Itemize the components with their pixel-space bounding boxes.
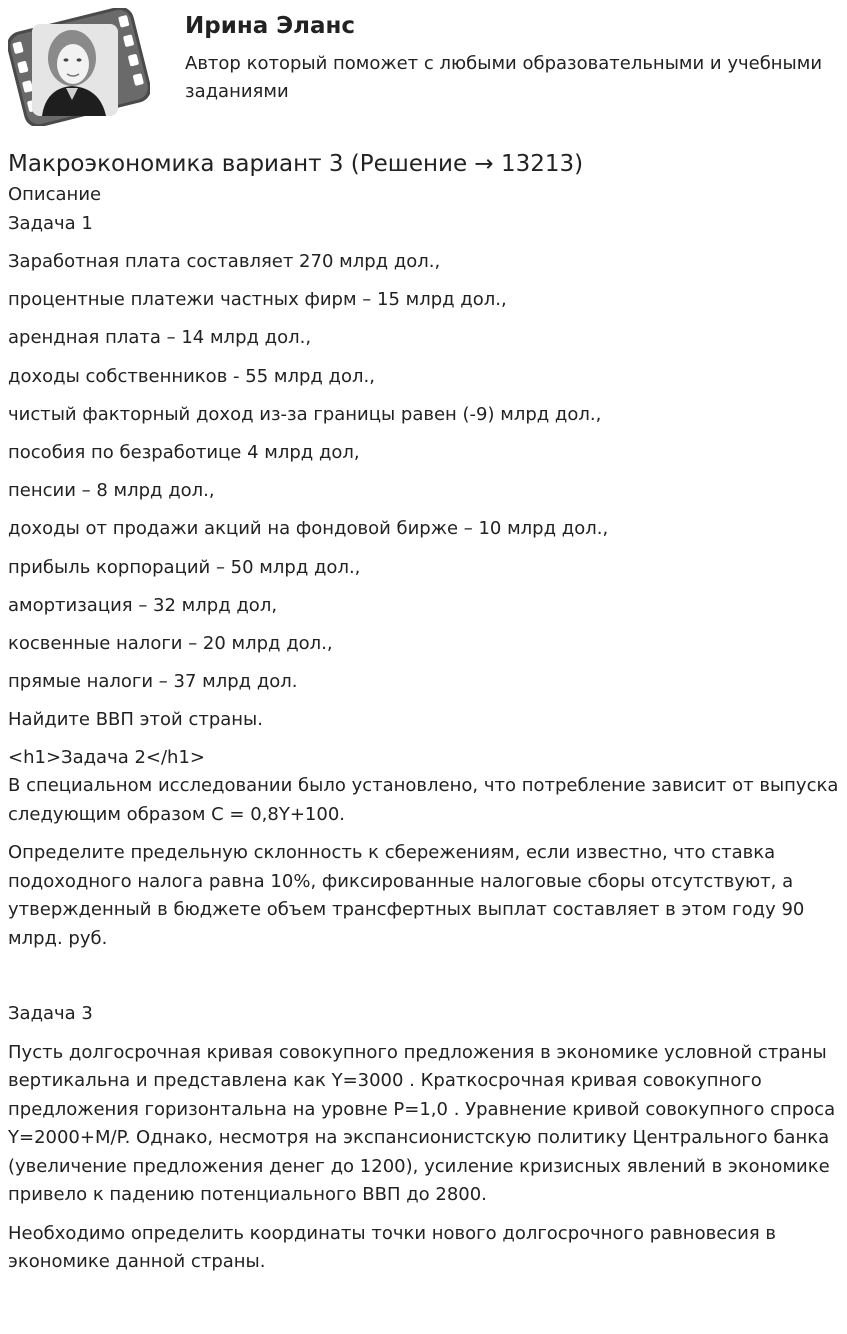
author-description: Автор который поможет с любыми образовательными и учебными заданиями <box>185 53 823 102</box>
document-content <box>8 148 840 1277</box>
author-header <box>0 0 847 130</box>
task1-line: амортизация – 32 млрд дол, <box>8 594 278 616</box>
task1-line: доходы от продажи акций на фондовой бирже – 10 млрд дол., <box>8 518 609 540</box>
document-title: Макроэкономика вариант 3 (Решение → 13213) <box>8 151 584 177</box>
task1-heading: Задача 1 <box>8 212 93 234</box>
task1-list <box>8 248 840 735</box>
task3-paragraph: Пусть долгосрочная кривая совокупного предложения в экономике условной страны вертикальна и представлена как Y=3000 . Краткосрочная кривая совокупного предложения горизонтальна на уровне P=1,0 . Уравнение кривой совокупного спроса Y=2000+M/P. Однако, несмотря на экспансионистскую политику Центрального банка (увеличение предложения денег до 1200), усиление кризисных явлений в экономике привело к падению потенциального ВВП до 2800. <box>8 1041 836 1206</box>
task1-line: прибыль корпораций – 50 млрд дол., <box>8 556 361 578</box>
task1-line: доходы собственников - 55 млрд дол., <box>8 365 375 387</box>
task2-block <box>8 744 840 954</box>
task3-paragraph: Необходимо определить координаты точки нового долгосрочного равновесия в экономике данной страны. <box>8 1222 777 1273</box>
task1-line: прямые налоги – 37 млрд дол. <box>8 671 298 693</box>
task1-line: пенсии – 8 млрд дол., <box>8 480 215 502</box>
author-avatar <box>8 8 150 126</box>
task1-line: процентные платежи частных фирм – 15 млрд дол., <box>8 289 507 311</box>
task2-paragraph: Определите предельную склонность к сбережениям, если известно, что ставка подоходного налога равна 10%, фиксированные налоговые сборы отсутствуют, а утвержденный в бюджете объем трансфертных выплат составляет в этом году 90 млрд. руб. <box>8 842 805 949</box>
task1-line: арендная плата – 14 млрд дол., <box>8 327 312 349</box>
task1-line: пособия по безработице 4 млрд дол, <box>8 441 360 463</box>
description-label: Описание <box>8 184 102 205</box>
task1-line: косвенные налоги – 20 млрд дол., <box>8 632 333 654</box>
author-name: Ирина Эланс <box>185 13 356 39</box>
task3-heading: Задача 3 <box>8 1003 93 1025</box>
task2-paragraph: В специальном исследовании было установлено, что потребление зависит от выпуска следующим образом С = 0,8Y+100. <box>8 775 839 825</box>
task2-heading: <h1>Задача 2</h1> <box>8 746 205 768</box>
task1-line: чистый факторный доход из-за границы равен (-9) млрд дол., <box>8 403 602 425</box>
task1-question: Найдите ВВП этой страны. <box>8 709 263 731</box>
task1-line: Заработная плата составляет 270 млрд дол., <box>8 251 441 272</box>
